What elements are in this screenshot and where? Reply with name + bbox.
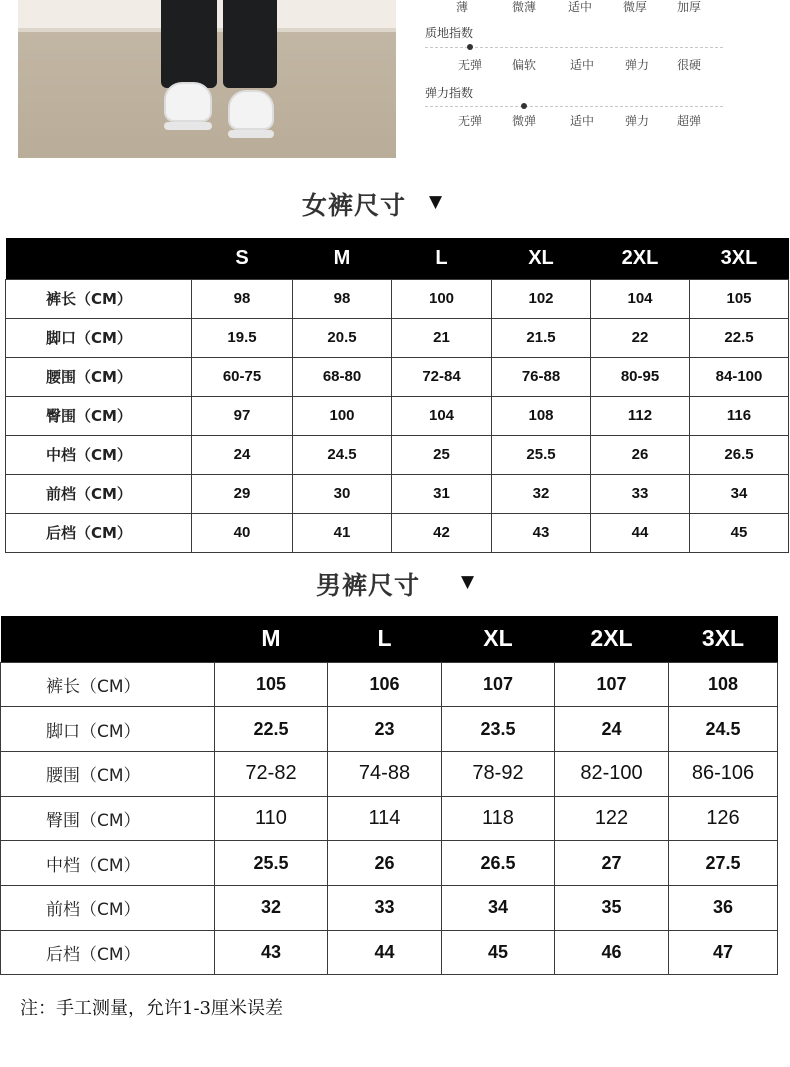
- table-cell: 26: [328, 841, 442, 886]
- table-cell: 68-80: [293, 357, 392, 396]
- table-cell: 46: [555, 930, 669, 975]
- header-corner: [6, 238, 192, 279]
- table-row: [6, 318, 789, 357]
- table-cell: 35: [555, 885, 669, 930]
- texture-option: 适中: [569, 58, 595, 72]
- header-corner: [1, 616, 215, 662]
- row-label: 中档（CM）: [6, 435, 192, 474]
- row-label: 臀围（CM）: [1, 796, 215, 841]
- size-header: L: [328, 616, 442, 662]
- size-header: 3XL: [669, 616, 778, 662]
- texture-indicator-dot: [467, 44, 473, 50]
- row-label: 腰围（CM）: [1, 751, 215, 796]
- elasticity-option: 适中: [569, 114, 595, 128]
- table-row: [1, 662, 778, 707]
- table-cell: 22: [591, 318, 690, 357]
- elasticity-indicator-dot: [521, 103, 527, 109]
- table-cell: 20.5: [293, 318, 392, 357]
- table-cell: 33: [591, 474, 690, 513]
- texture-option: 弹力: [624, 58, 650, 72]
- row-label: 臀围（CM）: [6, 396, 192, 435]
- row-label: 前档（CM）: [1, 885, 215, 930]
- table-row: [1, 707, 778, 752]
- table-cell: 26: [591, 435, 690, 474]
- trouser-leg-left: [161, 0, 217, 88]
- table-cell: 24.5: [669, 707, 778, 752]
- table-cell: 47: [669, 930, 778, 975]
- row-label: 腰围（CM）: [6, 357, 192, 396]
- texture-option: 很硬: [676, 58, 702, 72]
- size-header: M: [293, 238, 392, 279]
- table-cell: 21.5: [492, 318, 591, 357]
- table-cell: 31: [392, 474, 492, 513]
- table-cell: 84-100: [690, 357, 789, 396]
- row-label: 脚口（CM）: [6, 318, 192, 357]
- thickness-option: 加厚: [676, 0, 702, 14]
- table-cell: 34: [690, 474, 789, 513]
- men-down-arrow-icon: ▼: [461, 572, 475, 592]
- table-cell: 40: [192, 513, 293, 552]
- table-cell: 114: [328, 796, 442, 841]
- table-row: [1, 751, 778, 796]
- table-cell: 22.5: [215, 707, 328, 752]
- men-size-table: [0, 616, 778, 975]
- table-row: [6, 279, 789, 318]
- table-cell: 110: [215, 796, 328, 841]
- table-cell: 44: [328, 930, 442, 975]
- women-size-title: 女裤尺寸: [302, 191, 407, 220]
- product-photo: [18, 0, 396, 158]
- row-label: 后档（CM）: [1, 930, 215, 975]
- size-header: S: [192, 238, 293, 279]
- row-label: 裤长（CM）: [1, 662, 215, 707]
- table-cell: 100: [392, 279, 492, 318]
- table-row: [1, 885, 778, 930]
- table-cell: 116: [690, 396, 789, 435]
- size-header: XL: [442, 616, 555, 662]
- table-row: [6, 513, 789, 552]
- table-cell: 24: [192, 435, 293, 474]
- table-cell: 32: [215, 885, 328, 930]
- table-cell: 24.5: [293, 435, 392, 474]
- table-cell: 27: [555, 841, 669, 886]
- table-cell: 108: [669, 662, 778, 707]
- table-cell: 23: [328, 707, 442, 752]
- table-cell: 122: [555, 796, 669, 841]
- table-cell: 29: [192, 474, 293, 513]
- table-cell: 43: [215, 930, 328, 975]
- table-cell: 34: [442, 885, 555, 930]
- table-cell: 97: [192, 396, 293, 435]
- table-cell: 30: [293, 474, 392, 513]
- thickness-option: 适中: [567, 0, 593, 14]
- table-cell: 107: [442, 662, 555, 707]
- table-cell: 32: [492, 474, 591, 513]
- table-cell: 78-92: [442, 751, 555, 796]
- men-size-header-row: [1, 616, 778, 662]
- elasticity-label: 弹力指数: [425, 86, 474, 100]
- table-cell: 107: [555, 662, 669, 707]
- size-header: 2XL: [555, 616, 669, 662]
- size-header: 3XL: [690, 238, 789, 279]
- elasticity-option: 无弹: [457, 114, 483, 128]
- table-cell: 118: [442, 796, 555, 841]
- table-cell: 108: [492, 396, 591, 435]
- sneaker-left: [164, 82, 212, 122]
- size-header: XL: [492, 238, 591, 279]
- row-label: 中档（CM）: [1, 841, 215, 886]
- table-cell: 102: [492, 279, 591, 318]
- table-cell: 33: [328, 885, 442, 930]
- table-cell: 104: [392, 396, 492, 435]
- table-cell: 45: [442, 930, 555, 975]
- table-cell: 45: [690, 513, 789, 552]
- sneaker-sole-left: [164, 122, 212, 130]
- table-cell: 36: [669, 885, 778, 930]
- table-cell: 21: [392, 318, 492, 357]
- elasticity-scale-line: [425, 106, 723, 107]
- thickness-option: 微薄: [511, 0, 537, 14]
- table-row: [6, 474, 789, 513]
- table-cell: 105: [690, 279, 789, 318]
- table-cell: 19.5: [192, 318, 293, 357]
- table-cell: 25.5: [492, 435, 591, 474]
- row-label: 裤长（CM）: [6, 279, 192, 318]
- texture-label: 质地指数: [425, 26, 474, 40]
- table-cell: 86-106: [669, 751, 778, 796]
- size-header: M: [215, 616, 328, 662]
- thickness-option: 微厚: [622, 0, 648, 14]
- thickness-option: 薄: [455, 0, 469, 14]
- table-cell: 42: [392, 513, 492, 552]
- women-size-table: [5, 238, 789, 553]
- table-cell: 100: [293, 396, 392, 435]
- table-cell: 72-82: [215, 751, 328, 796]
- row-label: 后档（CM）: [6, 513, 192, 552]
- table-cell: 76-88: [492, 357, 591, 396]
- table-cell: 98: [293, 279, 392, 318]
- table-cell: 72-84: [392, 357, 492, 396]
- table-cell: 22.5: [690, 318, 789, 357]
- row-label: 脚口（CM）: [1, 707, 215, 752]
- size-header: L: [392, 238, 492, 279]
- women-down-arrow-icon: ▼: [429, 192, 443, 212]
- table-cell: 44: [591, 513, 690, 552]
- table-row: [6, 357, 789, 396]
- texture-option: 偏软: [511, 58, 537, 72]
- table-cell: 74-88: [328, 751, 442, 796]
- table-cell: 104: [591, 279, 690, 318]
- table-row: [1, 841, 778, 886]
- texture-option: 无弹: [457, 58, 483, 72]
- table-cell: 60-75: [192, 357, 293, 396]
- size-header: 2XL: [591, 238, 690, 279]
- measurement-footnote: 注：手工测量，允许1-3厘米误差: [20, 998, 283, 1019]
- table-cell: 27.5: [669, 841, 778, 886]
- table-cell: 26.5: [442, 841, 555, 886]
- table-cell: 98: [192, 279, 293, 318]
- table-cell: 41: [293, 513, 392, 552]
- elasticity-option: 弹力: [624, 114, 650, 128]
- sneaker-sole-right: [228, 130, 274, 138]
- table-row: [6, 396, 789, 435]
- table-cell: 24: [555, 707, 669, 752]
- sneaker-right: [228, 90, 274, 130]
- table-cell: 105: [215, 662, 328, 707]
- table-cell: 25: [392, 435, 492, 474]
- table-cell: 112: [591, 396, 690, 435]
- elasticity-option: 微弹: [511, 114, 537, 128]
- row-label: 前档（CM）: [6, 474, 192, 513]
- trouser-leg-right: [223, 0, 277, 88]
- men-size-title: 男裤尺寸: [316, 571, 421, 600]
- table-cell: 80-95: [591, 357, 690, 396]
- table-cell: 82-100: [555, 751, 669, 796]
- table-row: [6, 435, 789, 474]
- elasticity-option: 超弹: [676, 114, 702, 128]
- table-cell: 106: [328, 662, 442, 707]
- women-size-header-row: [6, 238, 789, 279]
- table-cell: 126: [669, 796, 778, 841]
- table-cell: 25.5: [215, 841, 328, 886]
- table-cell: 23.5: [442, 707, 555, 752]
- table-cell: 43: [492, 513, 591, 552]
- table-row: [1, 796, 778, 841]
- table-row: [1, 930, 778, 975]
- table-cell: 26.5: [690, 435, 789, 474]
